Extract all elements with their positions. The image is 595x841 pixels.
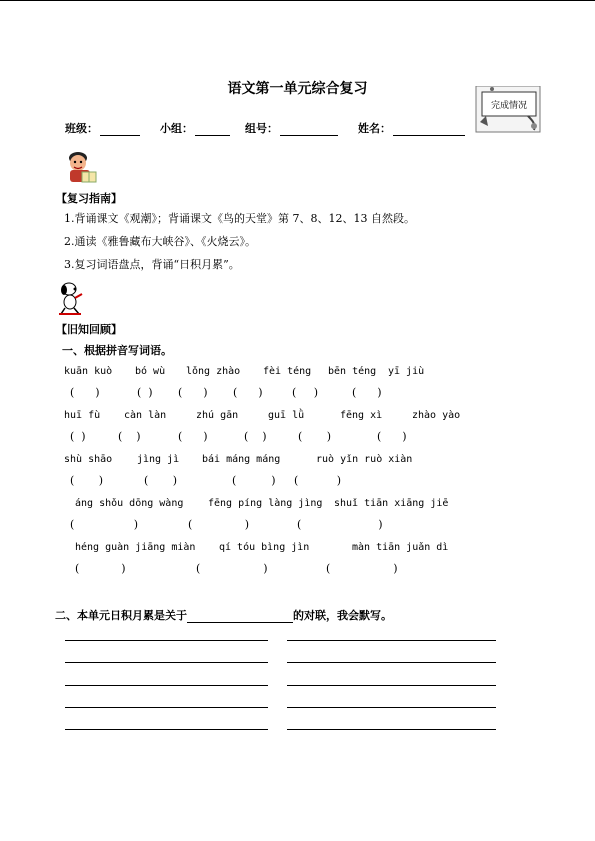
- answer-bracket[interactable]: ( ): [244, 430, 267, 443]
- answer-bracket[interactable]: ( ): [70, 474, 104, 487]
- class-input-line[interactable]: [100, 123, 140, 136]
- review-guide-heading: 【复习指南】: [56, 192, 122, 205]
- writing-line-right[interactable]: [287, 729, 496, 730]
- answer-bracket[interactable]: ( ): [294, 474, 342, 487]
- review-guide-item-2: 2.通读《雅鲁藏布大峡谷》、《火烧云》。: [64, 235, 256, 248]
- group-field: [160, 120, 230, 136]
- class-label: 班级：: [65, 122, 98, 135]
- pinyin: qí tóu bìng jìn: [219, 542, 310, 553]
- pinyin: bēn téng: [328, 366, 377, 377]
- class-field: [65, 120, 140, 136]
- pinyin: bó wù: [135, 366, 166, 377]
- stamp-label: 完成情况: [490, 101, 528, 111]
- answer-bracket[interactable]: ( ): [178, 430, 208, 443]
- page-title: 语文第一单元综合复习: [227, 81, 368, 97]
- answer-bracket[interactable]: ( ): [137, 386, 153, 399]
- review-guide-item-3: 3.复习词语盘点，背诵“日积月累”。: [64, 258, 240, 271]
- answer-bracket[interactable]: ( ): [75, 562, 126, 575]
- pinyin: huī fù: [64, 410, 101, 421]
- pinyin: shuǐ tiān xiāng jiē: [334, 498, 449, 509]
- number-label: 组号：: [245, 122, 278, 135]
- answer-bracket[interactable]: ( ): [297, 518, 383, 531]
- pinyin: áng shǒu dōng wàng: [75, 498, 184, 509]
- answer-bracket[interactable]: ( ): [70, 518, 139, 531]
- question-2-prefix: 二、本单元日积月累是关于: [55, 609, 187, 622]
- name-label: 姓名：: [358, 122, 391, 135]
- old-knowledge-heading: 【旧知回顾】: [56, 323, 122, 336]
- writing-line-right[interactable]: [287, 707, 496, 708]
- page-top-border: [0, 0, 595, 1]
- writing-line-left[interactable]: [65, 685, 268, 686]
- question-2-title: [55, 607, 392, 623]
- answer-bracket[interactable]: ( ): [188, 518, 250, 531]
- group-label: 小组：: [160, 122, 193, 135]
- pinyin: yī jiù: [388, 366, 425, 377]
- question-1-title: 一、根据拼音写词语。: [62, 344, 172, 357]
- answer-bracket[interactable]: ( ): [377, 430, 407, 443]
- pinyin: fēng píng làng jìng: [208, 498, 323, 509]
- writing-line-left[interactable]: [65, 662, 268, 663]
- pinyin: jìng jì: [137, 454, 180, 465]
- number-field: [245, 120, 338, 136]
- pinyin: ruò yǐn ruò xiàn: [316, 454, 413, 465]
- pinyin: héng guàn jiāng miàn: [75, 542, 196, 553]
- answer-bracket[interactable]: ( ): [196, 562, 268, 575]
- pinyin: bái máng máng: [202, 454, 281, 465]
- answer-bracket[interactable]: ( ): [352, 386, 382, 399]
- writing-line-left[interactable]: [65, 729, 268, 730]
- cartoon-dog-icon: [55, 280, 85, 316]
- writing-line-left[interactable]: [65, 707, 268, 708]
- answer-bracket[interactable]: ( ): [232, 474, 276, 487]
- group-input-line[interactable]: [195, 123, 230, 136]
- pinyin: lǒng zhào: [186, 366, 241, 377]
- answer-bracket[interactable]: ( ): [70, 430, 86, 443]
- pinyin: zhú gān: [196, 410, 239, 421]
- name-field: [358, 120, 465, 136]
- pinyin: fèi téng: [263, 366, 312, 377]
- answer-bracket[interactable]: ( ): [326, 562, 398, 575]
- pinyin: màn tiān juǎn dì: [352, 542, 449, 553]
- review-guide-item-1: 1.背诵课文《观潮》；背诵课文《鸟的天堂》第 7、8、12、13 自然段。: [64, 212, 415, 225]
- name-input-line[interactable]: [393, 123, 465, 136]
- answer-bracket[interactable]: ( ): [144, 474, 178, 487]
- pinyin: càn làn: [124, 410, 167, 421]
- question-2-suffix: 的对联，我会默写。: [293, 609, 392, 622]
- writing-line-right[interactable]: [287, 685, 496, 686]
- answer-bracket[interactable]: ( ): [298, 430, 332, 443]
- pinyin: guī lǜ: [268, 410, 305, 421]
- pinyin: shù shāo: [64, 454, 113, 465]
- answer-bracket[interactable]: ( ): [118, 430, 141, 443]
- answer-bracket[interactable]: ( ): [178, 386, 208, 399]
- pinyin: kuān kuò: [64, 366, 113, 377]
- writing-line-right[interactable]: [287, 640, 496, 641]
- writing-line-right[interactable]: [287, 662, 496, 663]
- answer-bracket[interactable]: ( ): [70, 386, 100, 399]
- number-input-line[interactable]: [280, 123, 338, 136]
- couplet-topic-blank[interactable]: [187, 610, 293, 623]
- answer-bracket[interactable]: ( ): [292, 386, 319, 399]
- reading-boy-icon: [60, 150, 100, 186]
- pinyin: fēng xì: [340, 410, 383, 421]
- answer-bracket[interactable]: ( ): [233, 386, 263, 399]
- student-info-row: [0, 120, 595, 140]
- writing-line-left[interactable]: [65, 640, 268, 641]
- pinyin: zhào yào: [412, 410, 461, 421]
